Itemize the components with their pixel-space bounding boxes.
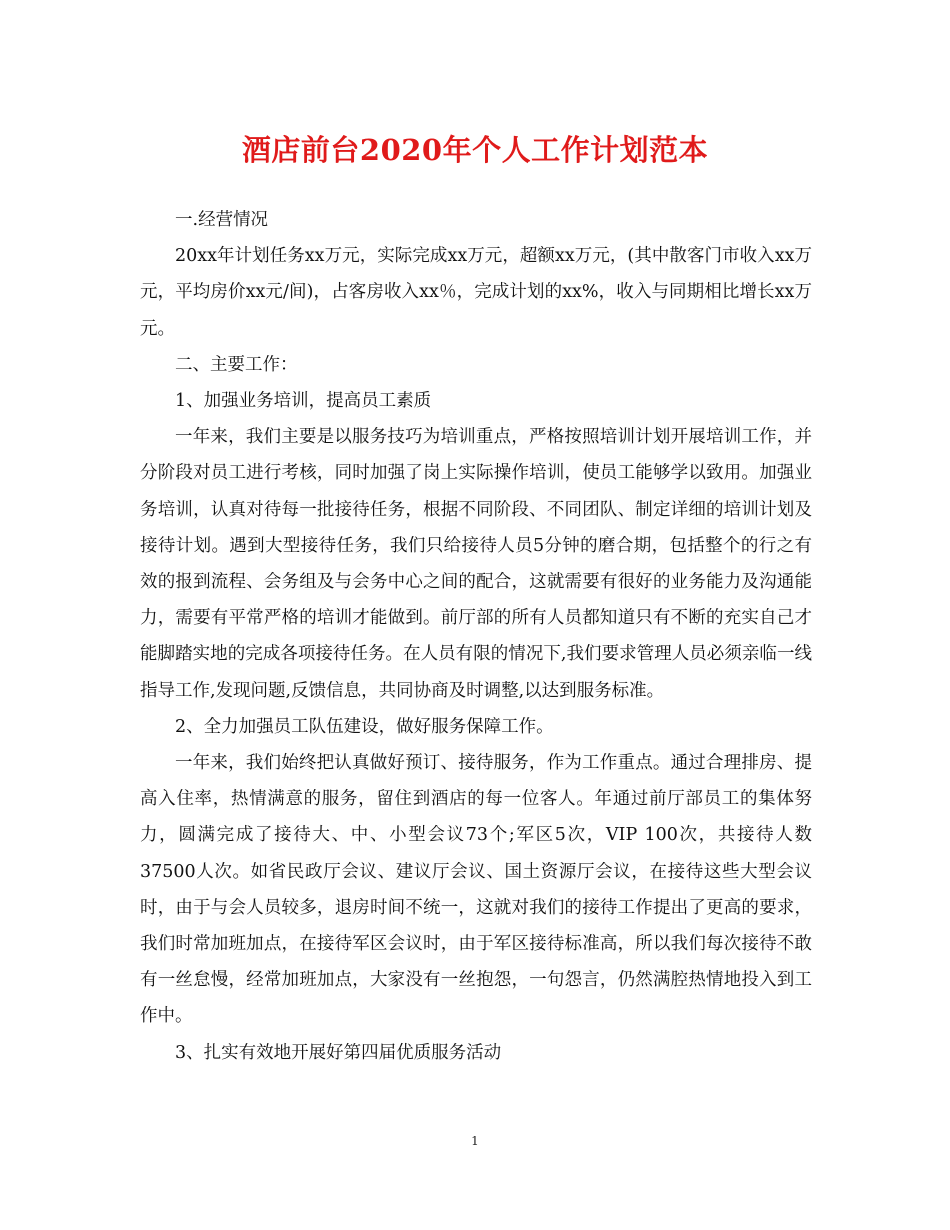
page-number: 1 [471, 1134, 479, 1148]
subheading-team-building: 2、全力加强员工队伍建设，做好服务保障工作。 [175, 716, 554, 737]
paragraph-operations-summary: 20xx年计划任务xx万元，实际完成xx万元，超额xx万元，(其中散客门市收入xx万元，平均房价xx元/间)，占客房收入xx％，完成计划的xx%，收入与同期相比增长xx万元。 [140, 246, 812, 339]
subheading-quality-service: 3、扎实有效地开展好第四届优质服务活动 [175, 1042, 502, 1063]
section-heading-operations: 一.经营情况 [175, 210, 269, 230]
paragraph-training: 一年来，我们主要是以服务技巧为培训重点，严格按照培训计划开展培训工作，并分阶段对员工进行考核，同时加强了岗上实际操作培训，使员工能够学以致用。加强业务培训，认真对待每一批接待任务，根据不同阶段、不同团队、制定详细的培训计划及接待计划。遇到大型接待任务，我们只给接待人员5分钟的磨合期，包括整个的行之有效的报到流程、会务组及与会务中心之间的配合，这就需要有很好的业务能力及沟通能力，需要有平常严格的培训才能做到。前厅部的所有人员都知道只有不断的充实自己才能脚踏实地的完成各项接待任务。在人员有限的情况下,我们要求管理人员必须亲临一线指导工作,发现问题,反馈信息，共同协商及时调整,以达到服务标准。 [140, 427, 812, 701]
document-body [140, 202, 812, 1071]
document-title: 酒店前台2020年个人工作计划范本 [241, 133, 709, 167]
paragraph-team-building: 一年来，我们始终把认真做好预订、接待服务，作为工作重点。通过合理排房、提高入住率，热情满意的服务，留住到酒店的每一位客人。年通过前厅部员工的集体努力，圆满完成了接待大、中、小型会议73个;军区5次，VIP 100次，共接待人数37500人次。如省民政厅会议、建议厅会议、国土资源厅会议，在接待这些大型会议时，由于与会人员较多，退房时间不统一，这就对我们的接待工作提出了更高的要求，我们时常加班加点，在接待军区会议时，由于军区接待标准高，所以我们每次接待不敢有一丝怠慢，经常加班加点，大家没有一丝抱怨，一句怨言，仍然满腔热情地投入到工作中。 [140, 753, 812, 1027]
section-heading-main-work: 二、主要工作： [175, 354, 298, 375]
subheading-training: 1、加强业务培训，提高员工素质 [175, 391, 432, 412]
